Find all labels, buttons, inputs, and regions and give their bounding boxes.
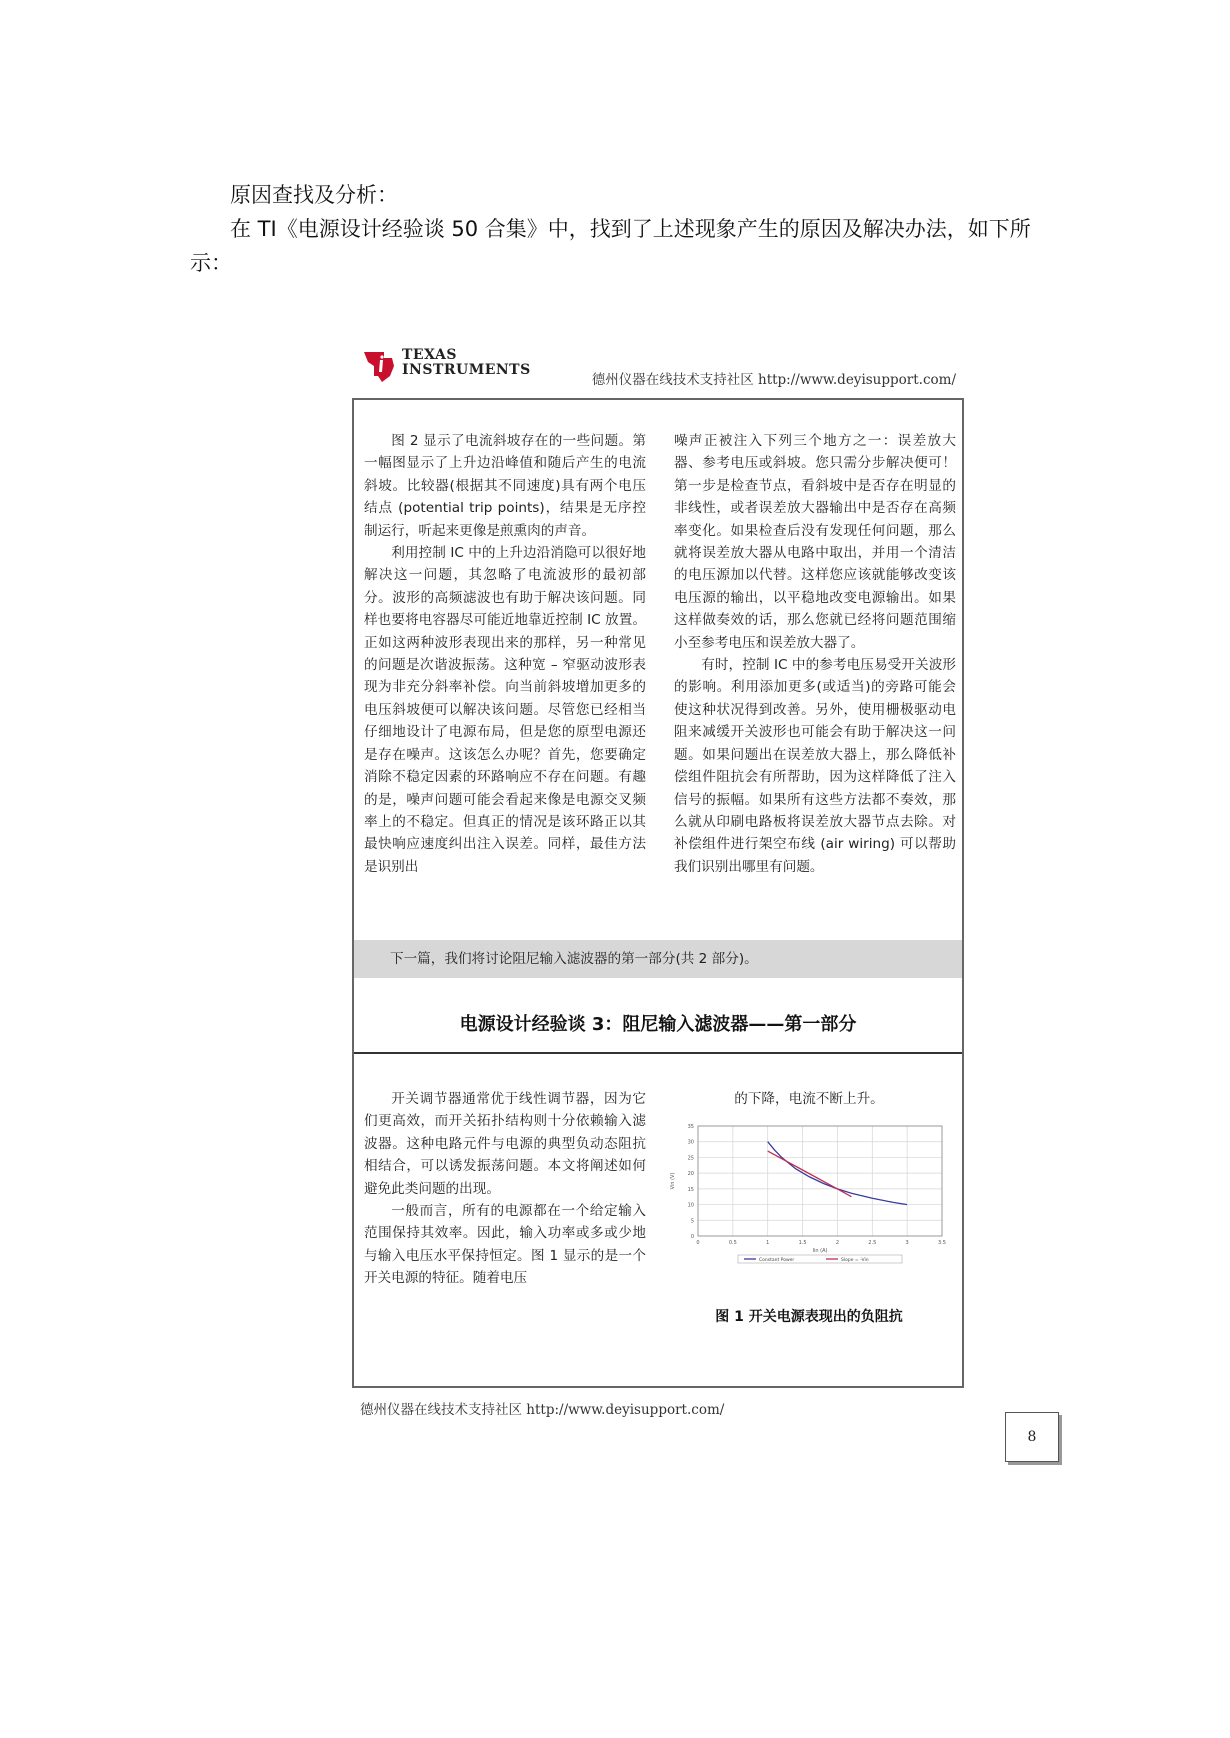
intro-line-1: 原因查找及分析： (230, 183, 398, 207)
article-columns (364, 430, 954, 920)
x-tick-label: 3.5 (938, 1240, 946, 1246)
next-article-note: 下一篇，我们将讨论阻尼输入滤波器的第一部分(共 2 部分)。 (354, 940, 962, 978)
section-title: 电源设计经验谈 3：阻尼输入滤波器——第一部分 (459, 1014, 857, 1035)
left-paragraph: 利用控制 IC 中的上升边沿消隐可以很好地解决这一问题，其忽略了电流波形的最初部分。波形的高频滤波也有助于解决该问题。同样也要将电容器尽可能近地靠近控制 IC 放置。正如这两种波形表现出来的那样，另一种常见的问题是次谐波振荡。这种宽 – 窄驱动波形表现为非充分斜率补偿。向当前斜坡增加更多的电压斜坡便可以解决该问题。尽管您已经相当仔细地设计了电源布局，但是您的原型电源还是存在噪声。这该怎么办呢？首先，您要确定消除不稳定因素的环路响应不存在问题。有趣的是，噪声问题可能会看起来像是电源交叉频率上的不稳定。但真正的情况是该环路正以其最快响应速度纠出注入误差。同样，最佳方法是识别出 (364, 545, 646, 875)
ti-brand-name (402, 348, 531, 378)
x-axis-label: Iin (A) (812, 1248, 828, 1254)
x-tick-label: 2.5 (868, 1240, 877, 1246)
y-tick-label: 35 (687, 1124, 694, 1130)
ti-header-site: 德州仪器在线技术支持社区 http://www.deyisupport.com/ (591, 372, 956, 388)
x-tick-label: 0.5 (728, 1240, 737, 1246)
x-tick-label: 3 (905, 1240, 909, 1246)
right-paragraph: 噪声正被注入下列三个地方之一：误差放大器、参考电压或斜坡。您只需分步解决便可！第一步是检查节点，看斜坡中是否存在明显的非线性，或者误差放大器输出中是否存在高频率变化。如果检查后没有发现任何问题，那么就将误差放大器从电路中取出，并用一个清洁的电压源加以代替。这样您应该就能够改变该电压源的输出，以平稳地改变电源输出。如果这样做奏效的话，那么您就已经将问题范围缩小至参考电压和误差放大器了。 (674, 433, 956, 651)
y-tick-label: 10 (687, 1202, 694, 1209)
x-tick-label: 1.5 (798, 1240, 807, 1246)
section-paragraph: 开关调节器通常优于线性调节器，因为它们更高效，而开关拓扑结构则十分依赖输入滤波器。这种电路元件与电源的典型负动态阻抗相结合，可以诱发振荡问题。本文将阐述如何避免此类问题的出现。 (364, 1091, 646, 1197)
ti-header (360, 346, 960, 390)
x-tick-label: 0 (696, 1240, 700, 1246)
left-paragraph: 图 2 显示了电流斜坡存在的一些问题。第一幅图显示了上升边沿峰值和随后产生的电流斜坡。比较器(根据其不同速度)具有两个电压结点 (potential trip points)，结果是无序控制运行，听起来更像是煎熏肉的声音。 (364, 433, 646, 539)
x-tick-label: 1 (766, 1240, 770, 1246)
footer-site: 德州仪器在线技术支持社区 http://www.deyisupport.com/ (360, 1402, 725, 1418)
y-tick-label: 5 (690, 1218, 694, 1225)
section-columns (364, 1088, 954, 1328)
section-divider (354, 1052, 962, 1054)
right-paragraph: 有时，控制 IC 中的参考电压易受开关波形的影响。利用添加更多(或适当)的旁路可能会使这种状况得到改善。另外，使用栅极驱动电阻来减缓开关波形也可能会有助于解决这一问题。如果问题出在误差放大器上，那么降低补偿组件阻抗会有所帮助，因为这样降低了注入信号的振幅。如果所有这些方法都不奏效，那么就从印刷电路板将误差放大器节点去除。对补偿组件进行架空布线 (air wiring) 可以帮助我们识别出哪里有问题。 (674, 657, 956, 875)
series-line (768, 1151, 852, 1197)
y-tick-label: 30 (687, 1139, 694, 1146)
plot-area-border (698, 1126, 942, 1236)
section-right-column (664, 1088, 954, 1325)
y-axis-label: Vin (V) (670, 1172, 676, 1190)
figure-caption: 图 1 开关电源表现出的负阻抗 (715, 1309, 903, 1325)
article-frame (352, 398, 964, 1388)
ti-brand-line-1: TEXAS (402, 347, 457, 363)
y-tick-label: 25 (687, 1155, 694, 1162)
y-tick-label: 15 (687, 1186, 694, 1193)
section-paragraph: 一般而言，所有的电源都在一个给定输入范围保持其效率。因此，输入功率或多或少地与输入电压水平保持恒定。图 1 显示的是一个开关电源的特征。随着电压 (364, 1203, 646, 1287)
section-right-text: 的下降，电流不断上升。 (734, 1091, 884, 1107)
y-tick-label: 0 (690, 1234, 694, 1240)
intro-line-2: 在 TI《电源设计经验谈 50 合集》中，找到了上述现象产生的原因及解决办法，如下所示： (190, 217, 1031, 275)
x-tick-label: 2 (835, 1240, 840, 1246)
page-number: 8 (1005, 1412, 1059, 1462)
legend-label: Constant Power (759, 1258, 795, 1263)
intro-text (190, 178, 1070, 280)
ti-logo-icon (360, 346, 400, 386)
article-left-column (364, 430, 646, 878)
legend-label: Slope = -Vin (841, 1258, 869, 1263)
section-left-column (364, 1088, 646, 1290)
article-right-column (674, 430, 956, 878)
negative-impedance-chart (664, 1118, 954, 1298)
y-tick-label: 20 (687, 1171, 694, 1178)
ti-brand-line-2: INSTRUMENTS (402, 362, 531, 378)
